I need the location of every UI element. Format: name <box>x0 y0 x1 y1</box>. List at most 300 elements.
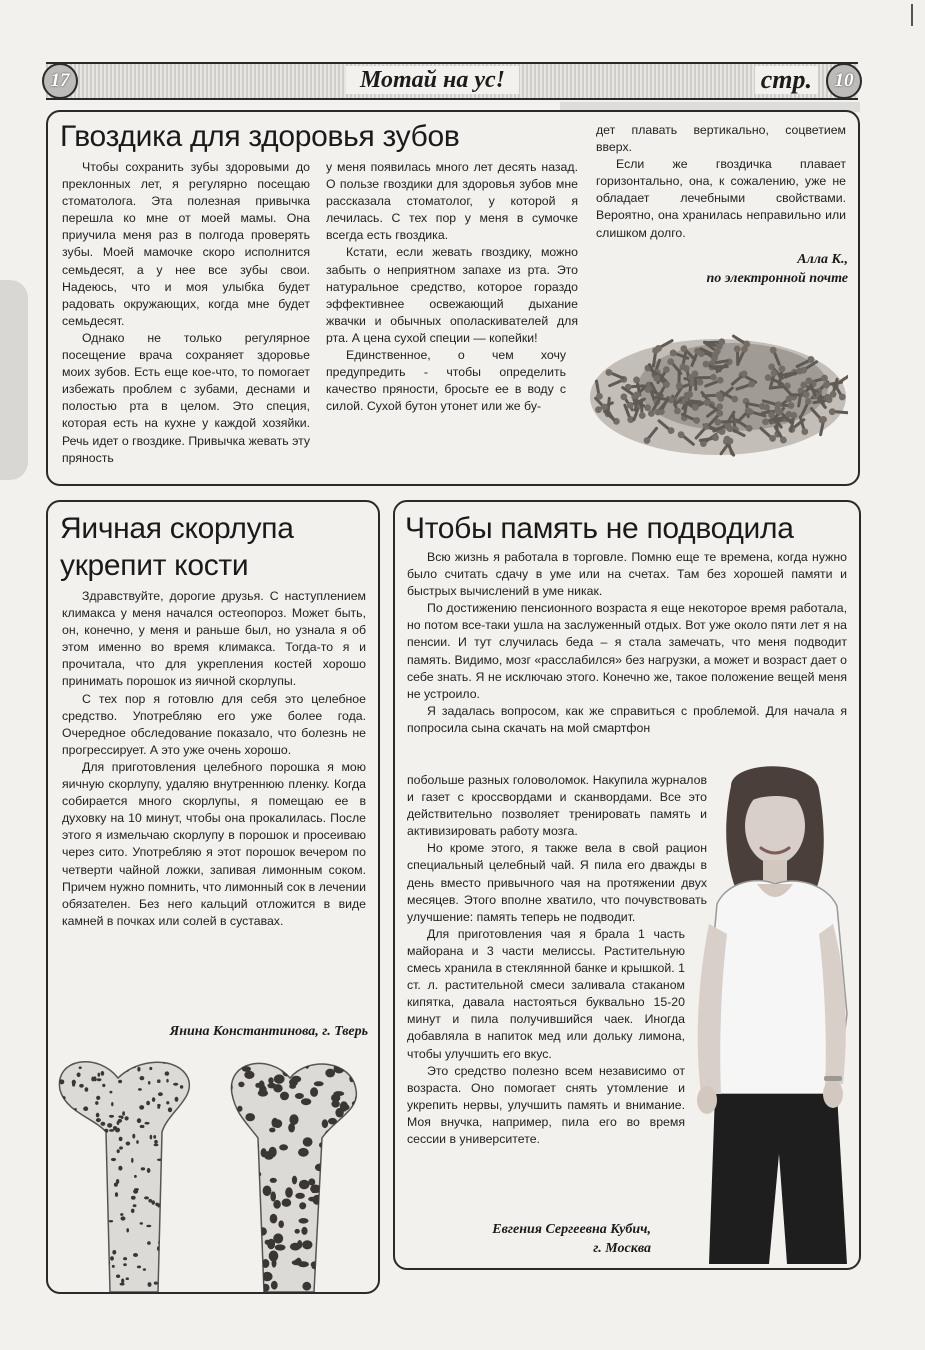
bone-pore <box>126 1277 129 1280</box>
bone-pore <box>119 1137 123 1141</box>
article-memory-title: Чтобы память не подводила <box>405 512 794 545</box>
bone-pore <box>126 1142 131 1146</box>
bone-pore <box>98 1154 103 1159</box>
bone-pore <box>116 1275 120 1278</box>
bone-pore <box>86 1234 89 1237</box>
bone-pore <box>98 1073 101 1077</box>
bone-pore <box>335 1130 345 1139</box>
paragraph: Здравствуйте, дорогие друзья. С наступлением климакса у меня начался остеопороз. Может быть, он, конечно, у меня и раньше был, но узнала я об этом именно во время климакса. Тогда-то я и прочитала, что для укрепления костей хорошо принимать порошок из яичной скорлупы. <box>62 589 366 689</box>
bone-pore <box>334 1063 345 1073</box>
paragraph: Если же гвоздичка плавает горизонтально, она, к сожалению, уже не обладает лечебными свойствами. Вероятно, она хранилась неправильно или слишком долго. <box>596 157 846 240</box>
bone-pore <box>80 1285 84 1288</box>
bone-pore <box>352 1100 363 1107</box>
paragraph: Для приготовления целебного порошка я мою яичную скорлупу, удаляю внутреннюю пленку. Когда собирается много скорлупы, я помещаю ее в духовку на 10 минут, чтобы она прокалилась. После этого я измельчаю скорлупу в порошок и просеиваю через сито. Употребляю я этот порошок вечером по четверти чайной ложки, запивая лимонным соком. Причем нужно помнить, что лимонный сок в лечении обязателен. Без него кальций отложится в виде камней в почках или солей в суставах. <box>62 759 366 928</box>
bone-pore <box>355 1066 361 1077</box>
bone-pore <box>321 1288 332 1292</box>
bone-pore <box>166 1101 169 1104</box>
bone-pore <box>226 1162 237 1173</box>
bone-pore <box>137 1118 141 1123</box>
bone-pore <box>310 1087 318 1097</box>
bone-pore <box>168 1107 172 1112</box>
bone-pore <box>278 1220 284 1228</box>
bone-pore <box>126 1062 130 1064</box>
bone-pore <box>248 1214 255 1221</box>
bone-pore <box>281 1067 290 1073</box>
bone-pore <box>289 1114 298 1125</box>
bone-pore <box>325 1069 335 1078</box>
bone-pore <box>350 1198 359 1203</box>
bone-pore <box>315 1164 325 1172</box>
bone-pore <box>71 1239 74 1242</box>
bone-pore <box>159 1058 161 1063</box>
bone-pore <box>289 1058 299 1065</box>
bone-pore <box>112 1265 115 1268</box>
bone-pore <box>224 1114 233 1120</box>
bone-pore <box>158 1092 163 1096</box>
bone-pore <box>336 1233 341 1238</box>
bone-pore <box>72 1249 77 1252</box>
article-cloves-column-1 <box>62 159 310 467</box>
bone-pore <box>243 1268 252 1275</box>
bone-pore <box>96 1221 99 1224</box>
bone-pore <box>94 1182 99 1186</box>
bone-pore <box>175 1197 179 1202</box>
bone-pore <box>282 1199 292 1207</box>
bone-pore <box>321 1158 327 1163</box>
bone-pore <box>188 1129 193 1132</box>
bone-pore <box>251 1283 259 1288</box>
bone-pore <box>60 1234 65 1238</box>
bone-pore <box>59 1202 64 1205</box>
bone-pore <box>128 1062 132 1065</box>
bone-pore <box>270 1214 278 1224</box>
bone-pore <box>151 1200 155 1205</box>
bone-pore <box>169 1254 173 1257</box>
bone-pore <box>163 1131 166 1133</box>
bone-pore <box>350 1281 355 1291</box>
article-memory-intro <box>407 549 847 737</box>
bone-pore <box>131 1209 135 1213</box>
bone-pore <box>93 1148 97 1151</box>
bone-pore <box>91 1077 94 1082</box>
bone-pore <box>187 1063 192 1066</box>
bone-pore <box>242 1212 251 1219</box>
bone-pore <box>133 1204 137 1207</box>
bone-pore <box>118 1166 122 1171</box>
bone-pore <box>107 1123 112 1128</box>
paragraph: у меня появилась много лет десять назад. О пользе гвоздики для здоровья зубов мне рассказала стоматолог, у которой я лечилась. С тех пор у меня в сумочке всегда есть гвоздика. <box>326 160 578 243</box>
bone-pore <box>254 1260 260 1269</box>
bone-pore <box>58 1259 62 1264</box>
bone-pore <box>186 1169 190 1173</box>
article-memory-narrow-column <box>407 772 707 1148</box>
bone-pore <box>96 1118 101 1122</box>
bone-pore <box>117 1058 121 1062</box>
bone-pore <box>233 1242 241 1251</box>
bone-pore <box>272 1118 279 1128</box>
bone-pore <box>146 1101 150 1106</box>
bone-pore <box>243 1249 250 1254</box>
bone-pore <box>244 1071 254 1079</box>
bone-pore <box>148 1081 151 1085</box>
article-eggshell <box>46 500 380 1294</box>
paragraph: дет плавать вертикально, соцветием вверх. <box>596 123 846 155</box>
bone-pore <box>101 1212 105 1215</box>
bone-pore <box>237 1245 243 1251</box>
paragraph: Единственное, о чем хочу предупредить - чтобы определить качество пряности, бросьте ее в воду с силой. Сухой бутон утонет или же бу- <box>326 348 566 414</box>
bone-pore <box>98 1177 103 1180</box>
bone-pore <box>120 1283 125 1286</box>
bone-pore <box>98 1227 101 1232</box>
bone-pore <box>295 1193 305 1199</box>
bone-pore <box>330 1201 341 1207</box>
bone-pore <box>274 1074 285 1083</box>
bone-pore <box>58 1267 63 1272</box>
bone-pore <box>178 1253 182 1256</box>
author-source: по электронной почте <box>706 271 848 286</box>
bone-pore <box>138 1060 142 1064</box>
bone-pore <box>181 1242 185 1246</box>
bone-pore <box>243 1240 251 1250</box>
bone-pore <box>333 1258 339 1264</box>
bone-pore <box>295 1258 302 1264</box>
bone-pore <box>122 1111 125 1116</box>
bone-pore <box>56 1078 59 1081</box>
bone-pore <box>335 1108 343 1118</box>
article-cloves-column-2 <box>326 159 578 415</box>
bone-pore <box>116 1179 119 1184</box>
bone-pore <box>59 1079 64 1084</box>
bone-pore <box>312 1195 322 1205</box>
bone-pore <box>61 1281 64 1284</box>
bone-pore <box>353 1140 360 1145</box>
bone-pore <box>166 1079 168 1083</box>
bone-pore <box>78 1238 82 1241</box>
bone-pore <box>93 1253 98 1258</box>
bone-pore <box>150 1135 153 1140</box>
bone-pore <box>155 1203 158 1207</box>
bone-pore <box>302 1282 311 1291</box>
bone-pore <box>111 1102 113 1106</box>
bone-pore <box>140 1222 143 1225</box>
bone-pore <box>322 1119 328 1128</box>
woman-photo <box>687 764 857 1264</box>
article-cloves-author <box>588 250 848 288</box>
bone-pore <box>95 1263 100 1268</box>
bone-pore <box>224 1259 233 1268</box>
bone-pore <box>125 1116 129 1120</box>
bone-pore <box>328 1200 333 1205</box>
bone-pore <box>163 1060 167 1064</box>
bone-pore <box>83 1219 88 1222</box>
bone-pore <box>95 1277 100 1281</box>
bone-pore <box>165 1268 169 1272</box>
bone-pore <box>180 1085 183 1089</box>
bone-pore <box>97 1078 102 1081</box>
bone-pore <box>229 1203 238 1211</box>
bone-pore <box>186 1111 190 1114</box>
bone-pore <box>189 1195 193 1200</box>
bone-pore <box>133 1253 138 1257</box>
bone-pore <box>270 1178 277 1183</box>
bone-pore <box>190 1281 193 1285</box>
bone-pore <box>132 1134 135 1139</box>
bone-pore <box>322 1215 328 1224</box>
bone-pore <box>342 1155 350 1163</box>
bone-pore <box>339 1253 347 1259</box>
article-eggshell-title <box>60 510 294 584</box>
bone-pore <box>331 1100 339 1107</box>
bone-pore <box>172 1138 175 1143</box>
bone-pore <box>325 1211 336 1218</box>
bone-pore <box>181 1109 184 1112</box>
bone-pore <box>118 1116 123 1118</box>
bone-pore <box>96 1285 99 1290</box>
bone-pore <box>133 1189 138 1193</box>
bone-pore <box>272 1055 282 1060</box>
bone-pore <box>272 1258 277 1267</box>
bone-pore <box>238 1082 244 1088</box>
bone-pore <box>71 1142 75 1146</box>
bone-pore <box>154 1282 158 1285</box>
bone-pore <box>267 1239 275 1250</box>
article-cloves <box>46 110 860 486</box>
bone-pore <box>229 1209 237 1217</box>
bone-pore <box>184 1110 189 1115</box>
bone-pore <box>109 1129 114 1132</box>
paragraph: Я задалась вопросом, как же справиться с проблемой. Для начала я попросила сына скачать на мой смартфон <box>407 703 847 735</box>
bone-pore <box>137 1266 141 1269</box>
bone-pore <box>311 1261 320 1268</box>
bone-pore <box>251 1171 262 1178</box>
bone-pore <box>60 1270 65 1275</box>
bone-pore <box>237 1106 242 1112</box>
bone-pore <box>303 1137 313 1146</box>
bone-pore <box>115 1192 118 1197</box>
bone-pore <box>323 1269 331 1274</box>
bone-pore <box>97 1185 102 1189</box>
bone-pore <box>324 1165 329 1174</box>
bone-pore <box>82 1210 85 1214</box>
author-city: г. Москва <box>593 1241 651 1256</box>
bone-pore <box>189 1211 194 1214</box>
bone-pore <box>273 1200 281 1209</box>
bone-pore <box>153 1135 156 1139</box>
bone-pore <box>87 1123 92 1126</box>
bone-pore <box>269 1128 275 1133</box>
bone-pore <box>115 1128 120 1133</box>
bone-pore <box>63 1114 68 1118</box>
article-eggshell-body <box>62 588 366 930</box>
paragraph: С тех пор я готовлю для себя это целебное средство. Употребляю его уже более года. Очередное обследование показало, что болезнь не прогрессирует. А это уже очень хорошо. <box>62 691 366 757</box>
bone-pore <box>64 1148 67 1153</box>
bone-pore <box>69 1249 73 1253</box>
bone-pore <box>185 1132 189 1135</box>
paragraph: побольше разных головоломок. Накупила журналов и газет с кроссвордами и сканвордами. Все это действительно позволяет тренировать память и активизировать работу мозга. <box>407 773 707 839</box>
bone-pore <box>173 1083 178 1086</box>
bone-pore <box>268 1077 273 1084</box>
bone-pore <box>252 1230 261 1236</box>
bone-pore <box>83 1106 88 1111</box>
title-line: Яичная скорлупа <box>60 512 294 545</box>
bone-pore <box>299 1202 306 1209</box>
bone-pore <box>169 1288 174 1292</box>
bone-pore <box>109 1220 113 1222</box>
bone-pore <box>169 1174 173 1177</box>
bone-pore <box>167 1168 170 1171</box>
bone-pore <box>83 1270 86 1273</box>
bone-pore <box>238 1150 246 1157</box>
bone-pore <box>336 1123 346 1131</box>
bone-pore <box>270 1191 276 1201</box>
bone-pore <box>351 1058 356 1064</box>
bone-pore <box>248 1142 259 1150</box>
article-memory-author <box>415 1220 651 1258</box>
bone-pore <box>139 1105 144 1110</box>
bone-pore <box>110 1256 114 1260</box>
paragraph: Для приготовления чая я брала 1 часть майорана и 3 части мелиссы. Растительную смесь хранила в стеклянной банке и крышкой. 1 ст. л. растительной смеси заливала стаканом кипятка, давала настояться буквально 15-20 минут и пила получившийся чаек. Иногда добавляла в напиток мед или дольку лимона, чтобы улучшить его вкус. <box>407 926 685 1061</box>
bone-pore <box>79 1084 84 1088</box>
bone-pore <box>87 1252 92 1257</box>
bone-pore <box>101 1122 106 1126</box>
bone-pore <box>154 1144 159 1147</box>
bone-pore <box>144 1196 149 1199</box>
bone-pore <box>134 1175 137 1178</box>
bone-pore <box>147 1168 151 1173</box>
bone-pore <box>131 1158 133 1163</box>
bone-pore <box>145 1122 150 1125</box>
bone-pore <box>166 1146 171 1149</box>
bone-pore <box>85 1087 89 1092</box>
bone-pore <box>85 1185 88 1189</box>
bone-pore <box>295 1229 300 1234</box>
bone-pore <box>73 1162 78 1166</box>
bone-pore <box>333 1211 343 1216</box>
bone-pore <box>334 1275 343 1286</box>
bone-pore <box>96 1096 100 1100</box>
bone-pore <box>54 1194 58 1199</box>
bone-pore <box>231 1223 238 1230</box>
bone-pore <box>269 1147 277 1158</box>
bone-pore <box>80 1265 85 1269</box>
bone-pore <box>285 1187 293 1198</box>
bone-pore <box>123 1263 127 1266</box>
bone-pore <box>291 1076 301 1083</box>
bone-pore <box>178 1121 182 1125</box>
bone-pore <box>102 1084 105 1087</box>
bone-pore <box>140 1076 145 1080</box>
bone-pore <box>72 1239 77 1242</box>
bone-pore <box>72 1204 76 1209</box>
bone-pore <box>118 1080 122 1084</box>
bone-pore <box>319 1142 328 1149</box>
bone-pore <box>316 1255 325 1260</box>
bone-pore <box>98 1229 102 1232</box>
bone-pore <box>239 1245 244 1253</box>
bone-pore <box>187 1230 189 1233</box>
bone-pore <box>97 1163 101 1167</box>
bone-pore <box>170 1129 175 1133</box>
bone-pore <box>131 1196 136 1200</box>
bone-pore <box>354 1220 363 1229</box>
bone-pore <box>101 1071 105 1076</box>
bone-pore <box>119 1146 123 1149</box>
bone-pore <box>62 1152 67 1155</box>
bone-pore <box>146 1225 151 1227</box>
bone-pore <box>239 1134 250 1141</box>
page-number-left: 17 <box>42 63 78 99</box>
bone-pore <box>165 1246 168 1250</box>
bone-pore <box>87 1240 91 1245</box>
page-header <box>46 62 858 100</box>
bone-pore <box>182 1231 187 1236</box>
bone-pore <box>164 1179 167 1183</box>
bone-pore <box>236 1141 246 1151</box>
bone-pore <box>302 1240 312 1249</box>
bone-pore <box>245 1168 252 1175</box>
paragraph: Кстати, если жевать гвоздику, можно забыть о неприятном запахе из рта. Это натуральное средство, которое гораздо эффективнее освежающий дыхание жвачки и обычных ополаскивателей для рта. А цена сухой специи — копейки! <box>326 245 578 345</box>
bone-pore <box>105 1261 110 1265</box>
article-cloves-title: Гвоздика для здоровья зубов <box>60 120 460 153</box>
bone-pore <box>177 1119 181 1124</box>
bone-pore <box>233 1247 238 1257</box>
bone-pore <box>165 1071 170 1075</box>
bone-pore <box>343 1206 353 1217</box>
cloves-photo <box>548 307 848 486</box>
bone-pore <box>78 1252 82 1255</box>
bone-pore <box>279 1144 288 1150</box>
bone-pore <box>226 1159 233 1166</box>
bone-pore <box>72 1080 76 1085</box>
bone-pore <box>337 1252 343 1263</box>
author-name: Евгения Сергеевна Кубич, <box>492 1222 651 1237</box>
bone-pore <box>290 1243 301 1251</box>
article-eggshell-author: Янина Константинова, г. Тверь <box>169 1024 368 1039</box>
bone-pore <box>164 1202 168 1206</box>
bone-pore <box>80 1196 84 1198</box>
bone-pore <box>301 1098 311 1105</box>
page-number-right: 10 <box>826 63 862 99</box>
bone-pore <box>244 1287 255 1292</box>
bone-pore <box>120 1213 123 1216</box>
bone-pore <box>244 1255 254 1265</box>
bone-pore <box>245 1113 255 1121</box>
bone-pore <box>140 1125 145 1128</box>
bone-pore <box>137 1067 140 1072</box>
bone-pore <box>104 1271 107 1274</box>
bone-pore <box>69 1232 72 1235</box>
paragraph: Чтобы сохранить зубы здоровыми до преклонных лет, я регулярно посещаю стоматолога. Эта полезная привычка перешла ко мне от моей мамы. Она приучила меня раз в полгода проверять зубы. Моей мамочке скоро исполнится семьдесят, а у нее все зубы свои. Надеюсь, что и моя улыбка будет радовать окружающих, когда мне будет семьдесят. <box>62 160 310 328</box>
bone-pore <box>143 1268 146 1271</box>
bone-pore <box>179 1107 182 1112</box>
bone-pore <box>335 1167 342 1175</box>
bone-pore <box>56 1145 60 1150</box>
bone-pore <box>162 1226 166 1230</box>
bone-pore <box>259 1085 267 1095</box>
bone-pore <box>263 1186 272 1197</box>
bone-pore <box>174 1274 177 1277</box>
title-line: укрепит кости <box>60 549 249 582</box>
bone-pore <box>295 1093 304 1099</box>
bone-pore <box>334 1258 345 1266</box>
bone-pore <box>287 1058 297 1063</box>
bone-pore <box>111 1158 116 1161</box>
article-memory <box>393 500 861 1270</box>
bone-pore <box>138 1088 142 1091</box>
bone-pore <box>227 1063 233 1070</box>
bone-pore <box>175 1061 179 1065</box>
bone-pore <box>238 1198 249 1208</box>
